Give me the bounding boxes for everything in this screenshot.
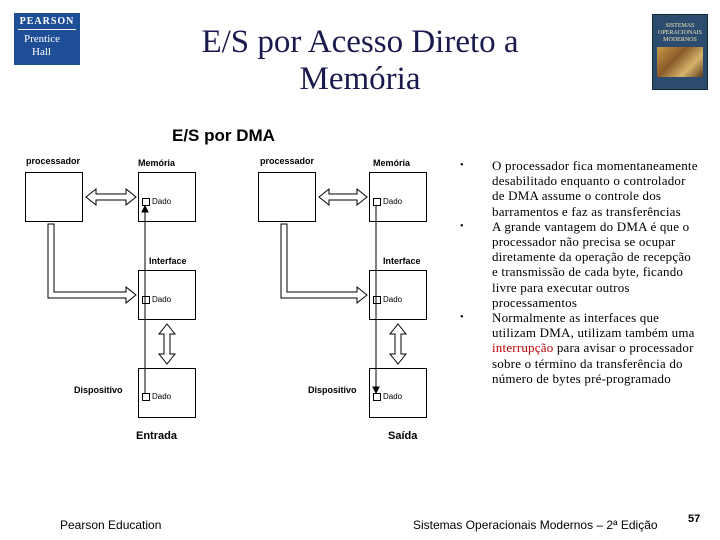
double-arrow-icon <box>319 189 367 205</box>
footer-book-title: Sistemas Operacionais Modernos – 2ª Edição <box>413 518 658 532</box>
bracket-arrow-icon <box>281 224 367 303</box>
list-item: • O processador fica momentaneamente desabilitado enquanto o controlador de DMA assume o controle dos barramentos e faz as transferências <box>460 158 698 219</box>
memory-label: Memória <box>138 158 176 168</box>
interface-block: Dado <box>138 270 196 320</box>
vertical-double-arrow-icon <box>159 324 175 364</box>
bullet-icon: • <box>460 220 464 232</box>
device-label: Dispositivo <box>308 385 357 395</box>
list-item: • Normalmente as interfaces que utilizam DMA, utilizam também uma interrupção para avisar o processador sobre o término da transferência do número de bytes pré-programado <box>460 310 695 386</box>
device-label: Dispositivo <box>74 385 123 395</box>
memory-block: Dado <box>138 172 196 222</box>
vertical-double-arrow-icon <box>390 324 406 364</box>
book-cover-image: SISTEMAS OPERACIONAIS MODERNOS <box>652 14 708 90</box>
memory-label: Memória <box>373 158 411 168</box>
interface-label: Interface <box>383 256 421 266</box>
memory-block: Dado <box>369 172 427 222</box>
caption-entrada: Entrada <box>136 430 177 442</box>
processor-label: processador <box>260 156 315 166</box>
bullet-list <box>460 158 700 386</box>
list-item: • A grande vantagem do DMA é que o processador não precisa se ocupar diretamente da operação de recepção e transmissão de cada byte, ficando livre para executar outros processamentos <box>460 218 691 310</box>
processor-label: processador <box>26 156 81 166</box>
bracket-arrow-icon <box>48 224 136 303</box>
caption-saida: Saída <box>388 430 418 442</box>
diagram-title: E/S por DMA <box>172 126 275 145</box>
pearson-prentice-hall-logo: PEARSON Prentice Hall <box>14 13 80 65</box>
device-block: Dado <box>138 368 196 418</box>
device-block: Dado <box>369 368 427 418</box>
highlight-text: interrupção <box>492 340 554 356</box>
footer-publisher: Pearson Education <box>60 518 162 532</box>
bullet-icon: • <box>460 312 464 324</box>
interface-block: Dado <box>369 270 427 320</box>
slide-title: E/S por Acesso Direto a Memória <box>201 24 519 97</box>
double-arrow-icon <box>86 189 136 205</box>
interface-label: Interface <box>149 256 187 266</box>
page-number: 57 <box>688 513 701 525</box>
bullet-icon: • <box>460 160 464 171</box>
